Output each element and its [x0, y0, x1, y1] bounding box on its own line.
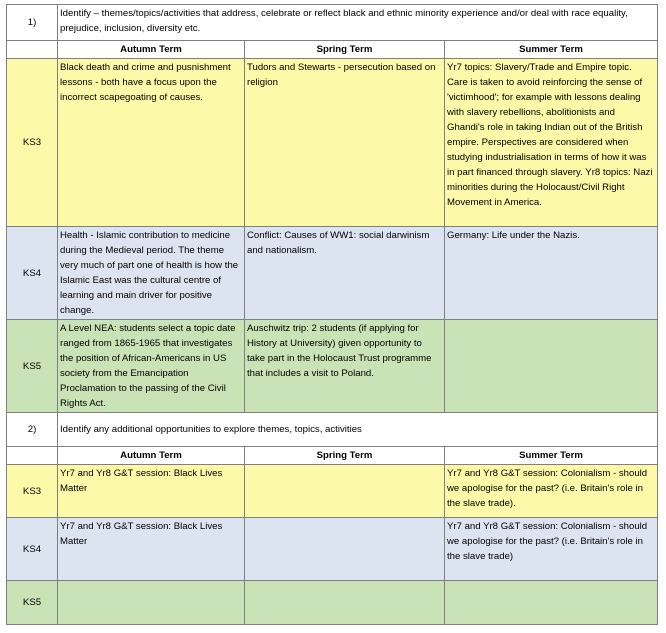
- stage-label: KS4: [7, 227, 58, 320]
- section2-header-row: [7, 447, 658, 465]
- header-spring: Spring Term: [245, 447, 445, 465]
- spring-cell: [245, 518, 445, 581]
- summer-cell: Yr7 and Yr8 G&T session: Colonialism - should we apologise for the past? (i.e. Britain's role in the slave trade): [445, 518, 658, 581]
- spring-cell: Conflict: Causes of WW1: social darwinism and nationalism.: [245, 227, 445, 320]
- header-blank: [7, 447, 58, 465]
- section1-question: Identify – themes/topics/activities that address, celebrate or reflect black and ethnic minority experience and/or deal with race equality, prejudice, inclusion, diversity etc.: [58, 5, 658, 41]
- section1-question-row: [7, 5, 658, 41]
- spring-cell: Auschwitz trip: 2 students (if applying for History at University) given opportunity to take part in the Holocaust Trust programme that includes a visit to Poland.: [245, 320, 445, 413]
- autumn-cell: A Level NEA: students select a topic date ranged from 1865-1965 that investigates the position of African-Americans in US society from the Emancipation Proclamation to the passing of the Civil Rights Act.: [58, 320, 245, 413]
- section1-ks4-row: [7, 227, 658, 320]
- header-summer: Summer Term: [445, 447, 658, 465]
- autumn-cell: Yr7 and Yr8 G&T session: Black Lives Matter: [58, 465, 245, 518]
- spring-cell: [245, 465, 445, 518]
- header-autumn: Autumn Term: [58, 41, 245, 59]
- section2-question: Identify any additional opportunities to explore themes, topics, activities: [58, 413, 658, 447]
- stage-label: KS3: [7, 465, 58, 518]
- autumn-cell: Black death and crime and pusnishment lessons - both have a focus upon the incorrect scapegoating of causes.: [58, 59, 245, 227]
- stage-label: KS5: [7, 581, 58, 625]
- section1-ks3-row: [7, 59, 658, 227]
- summer-cell: Yr7 and Yr8 G&T session: Colonialism - should we apologise for the past? (i.e. Britain's role in the slave trade).: [445, 465, 658, 518]
- autumn-cell: Health - Islamic contribution to medicine during the Medieval period. The theme very much of part one of health is how the Islamic East was the cultural centre of learning and main driver for positive change.: [58, 227, 245, 320]
- header-spring: Spring Term: [245, 41, 445, 59]
- section2-question-row: [7, 413, 658, 447]
- section2-number: 2): [7, 413, 58, 447]
- summer-cell: [445, 581, 658, 625]
- header-summer: Summer Term: [445, 41, 658, 59]
- section1-ks5-row: [7, 320, 658, 413]
- section2-ks5-row: [7, 581, 658, 625]
- section2-ks3-row: [7, 465, 658, 518]
- summer-cell: Yr7 topics: Slavery/Trade and Empire topic. Care is taken to avoid reinforcing the sense of 'victimhood'; for example with lessons dealing with slavery rebellions, abolitionists and Ghandi's role in taking Indian out of the British empire. Perspectives are considered when studying industrialisation in terms of how it was in part financed through slavery. Yr8 topics: Nazi minorities during the Holocaust/Civil Right Movement in America.: [445, 59, 658, 227]
- stage-label: KS3: [7, 59, 58, 227]
- section1-header-row: [7, 41, 658, 59]
- autumn-cell: [58, 581, 245, 625]
- section1-number: 1): [7, 5, 58, 41]
- spring-cell: Tudors and Stewarts - persecution based on religion: [245, 59, 445, 227]
- summer-cell: Germany: Life under the Nazis.: [445, 227, 658, 320]
- spring-cell: [245, 581, 445, 625]
- curriculum-table: [6, 4, 658, 625]
- section2-ks4-row: [7, 518, 658, 581]
- stage-label: KS4: [7, 518, 58, 581]
- stage-label: KS5: [7, 320, 58, 413]
- header-blank: [7, 41, 58, 59]
- autumn-cell: Yr7 and Yr8 G&T session: Black Lives Matter: [58, 518, 245, 581]
- summer-cell: [445, 320, 658, 413]
- header-autumn: Autumn Term: [58, 447, 245, 465]
